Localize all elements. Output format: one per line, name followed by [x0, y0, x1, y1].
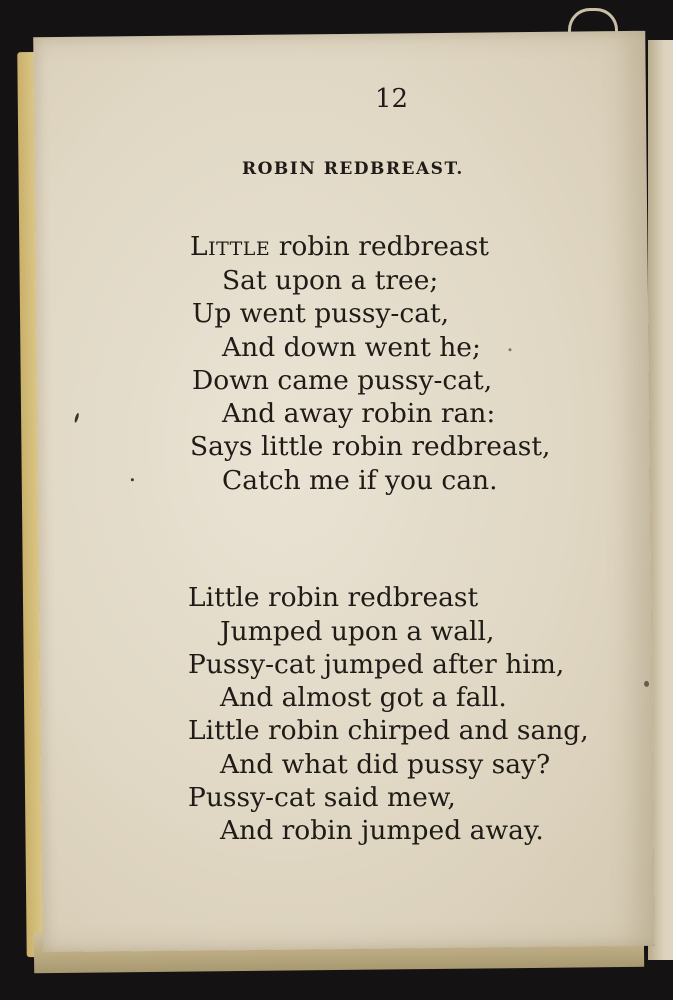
- paper-speck: [644, 681, 649, 687]
- verse-line-text: robin redbreast: [270, 231, 489, 262]
- verse-line: Catch me if you can.: [222, 465, 498, 496]
- verse-line: And down went he;: [222, 332, 481, 363]
- verse-line: Pussy-cat said mew,: [188, 782, 456, 813]
- verse-line: Little robin chirped and sang,: [188, 715, 589, 746]
- verse-line: Little robin redbreast: [188, 582, 479, 613]
- verse-line: And robin jumped away.: [220, 815, 544, 846]
- paper-speck: [509, 348, 512, 351]
- verse-line: And what did pussy say?: [220, 749, 551, 780]
- verse-line: Up went pussy-cat,: [192, 298, 450, 329]
- verse-line: Down came pussy-cat,: [192, 365, 493, 396]
- verse-line: Sat upon a tree;: [222, 265, 439, 296]
- paper-speck: [74, 413, 80, 423]
- verse-line: [190, 231, 489, 263]
- verse-line: And away robin ran:: [222, 398, 496, 429]
- paper-speck: [131, 478, 134, 481]
- page-number: 12: [375, 84, 409, 114]
- verse-line: Says little robin redbreast,: [190, 431, 551, 462]
- verse-lead-word: Little: [190, 231, 271, 262]
- verse-line: Jumped upon a wall,: [220, 616, 495, 647]
- verse-line: Pussy-cat jumped after him,: [188, 649, 565, 680]
- verse-line: And almost got a fall.: [220, 682, 507, 713]
- poem-title: ROBIN REDBREAST.: [242, 159, 464, 179]
